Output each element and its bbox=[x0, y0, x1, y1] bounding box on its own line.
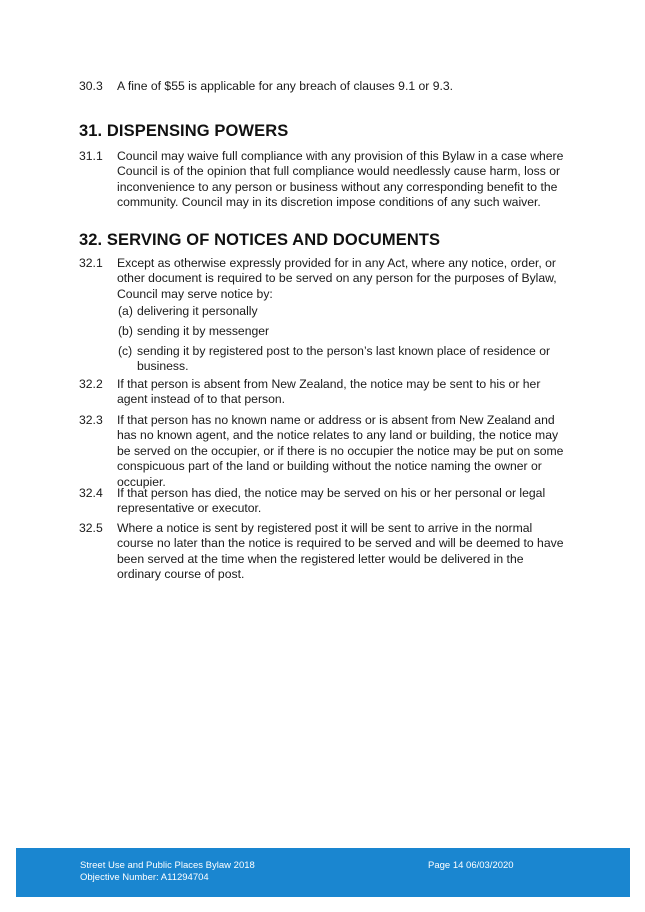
footer-page-number: Page 14 06/03/2020 bbox=[428, 860, 514, 871]
list-item-label: (a) bbox=[118, 304, 133, 318]
clause-text: A fine of $55 is applicable for any breach of clauses 9.1 or 9.3. bbox=[117, 79, 454, 93]
list-item-text: sending it by messenger bbox=[137, 324, 270, 338]
list-item-label: (c) bbox=[118, 344, 133, 358]
list-item-label: (b) bbox=[118, 324, 133, 338]
footer-objective-number: Objective Number: A11294704 bbox=[80, 872, 209, 883]
clause-32-3 bbox=[79, 413, 569, 490]
clause-32-2 bbox=[79, 377, 569, 408]
section-heading-31: 31. DISPENSING POWERS bbox=[79, 122, 289, 140]
clause-text: If that person has no known name or address or is absent from New Zealand and has no known agent, and the notice relates to any land or building, the notice may be served on the occupier, or if there is no occupier the notice may be put on some conspicuous part of the land or building without the notice naming the owner or occupier. bbox=[117, 413, 564, 489]
clause-31-1 bbox=[79, 149, 569, 211]
list-item-text: delivering it personally bbox=[137, 304, 258, 318]
clause-number: 30.3 bbox=[79, 79, 103, 93]
list-item-a bbox=[118, 304, 558, 319]
clause-32-1 bbox=[79, 256, 569, 302]
clause-number: 31.1 bbox=[79, 149, 103, 163]
footer-document-title: Street Use and Public Places Bylaw 2018 bbox=[80, 860, 255, 871]
clause-number: 32.3 bbox=[79, 413, 103, 427]
section-heading-32: 32. SERVING OF NOTICES AND DOCUMENTS bbox=[79, 231, 441, 249]
clause-number: 32.2 bbox=[79, 377, 103, 391]
clause-number: 32.4 bbox=[79, 486, 103, 500]
clause-text: If that person has died, the notice may be served on his or her personal or legal representative or executor. bbox=[117, 486, 546, 516]
clause-number: 32.5 bbox=[79, 521, 103, 535]
list-item-b bbox=[118, 324, 558, 339]
list-item-text: sending it by registered post to the person’s last known place of residence or business. bbox=[137, 344, 551, 374]
clause-number: 32.1 bbox=[79, 256, 103, 270]
clause-text: Except as otherwise expressly provided for in any Act, where any notice, order, or other document is required to be served on any person for the purposes of Bylaw, Council may serve notice by: bbox=[117, 256, 557, 301]
page-footer bbox=[16, 848, 630, 897]
clause-32-4 bbox=[79, 486, 569, 517]
list-item-c bbox=[118, 344, 558, 375]
clause-text: Council may waive full compliance with any provision of this Bylaw in a case where Council is of the opinion that full compliance would needlessly cause harm, loss or inconvenience to any person or business without any corresponding benefit to the community. Council may in its discretion impose conditions of any such waiver. bbox=[117, 149, 564, 210]
clause-32-5 bbox=[79, 521, 569, 583]
clause-text: If that person is absent from New Zealand, the notice may be sent to his or her agent instead of to that person. bbox=[117, 377, 541, 407]
clause-text: Where a notice is sent by registered post it will be sent to arrive in the normal course no later than the notice is required to be served and will be deemed to have been served at the time when the registered letter would be delivered in the ordinary course of post. bbox=[117, 521, 564, 582]
clause-30-3 bbox=[79, 79, 569, 94]
